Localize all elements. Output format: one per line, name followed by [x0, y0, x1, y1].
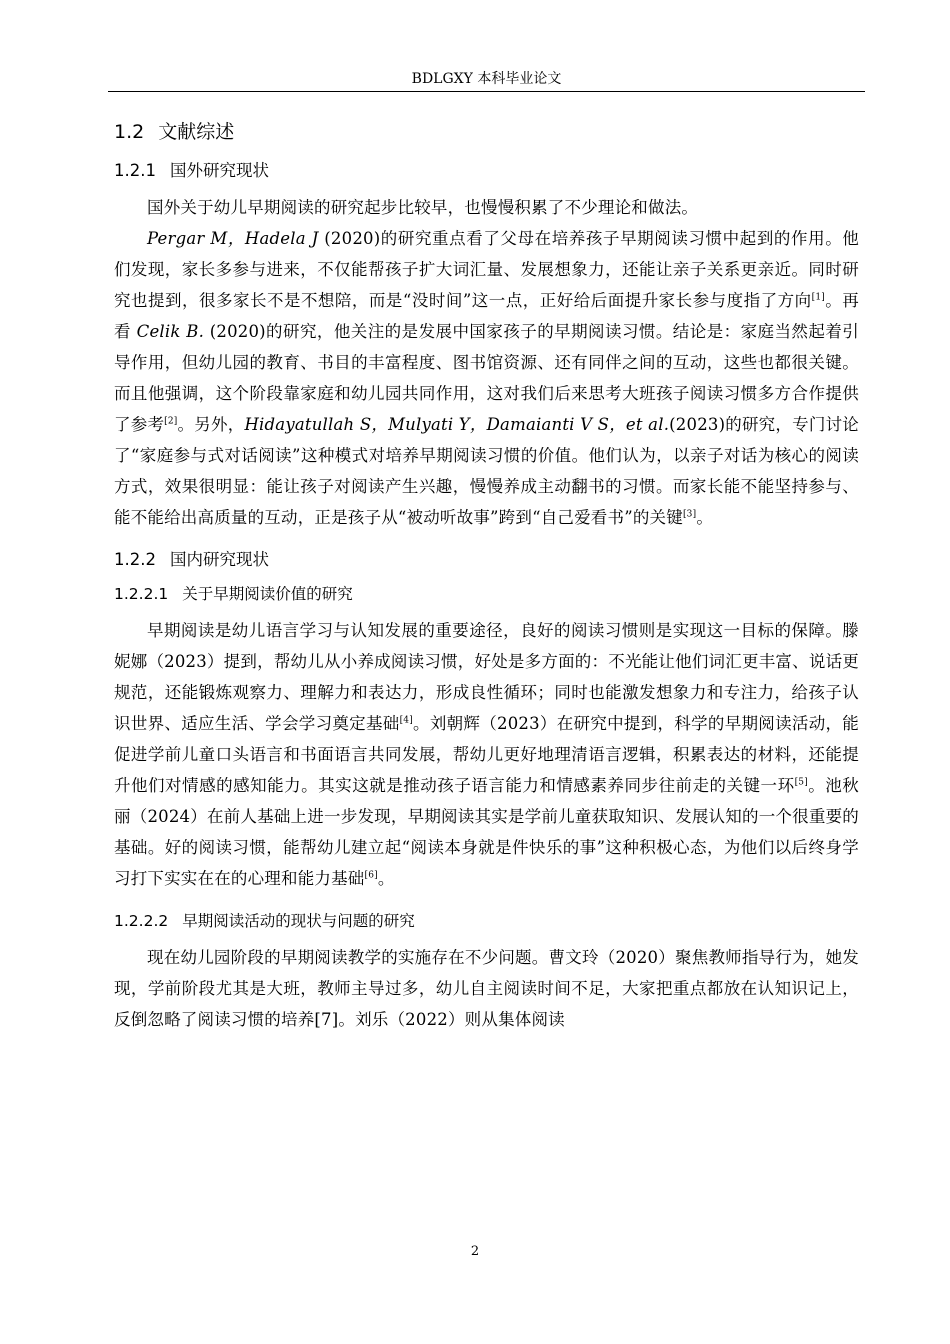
paragraph-reading-value — [114, 615, 859, 894]
section-title: 关于早期阅读价值的研究 — [182, 585, 353, 603]
author-celik: Celik B. — [136, 322, 205, 341]
text-run: 。 — [377, 869, 395, 888]
text-run: 早期阅读是幼儿语言学习与认知发展的重要途径，良好的阅读习惯则是实现这一目标的保障。滕妮娜（2023）提到，帮幼儿从小养成阅读习惯，好处是多方面的：不光能让他们词汇更丰富、说话更规范，还能锻炼观察力、理解力和表达力，形成良性循环；同时也能激发想象力和专注力，给孩子认识世界、适应生活、学会学习奠定基础 — [114, 621, 859, 733]
text-run: 。刘朝辉（2023）在研究中提到，科学的早期阅读活动，能促进学前儿童口头语言和书面语言共同发展，帮幼儿更好地理清语言逻辑，积累表达的材料，还能提升他们对情感的感知能力。其实这就是推动孩子语言能力和情感素养同步往前走的关键一环 — [114, 714, 859, 795]
text-run: 。 — [696, 508, 714, 527]
section-heading-1-2-2-1 — [114, 581, 859, 607]
section-heading-1-2 — [114, 118, 859, 146]
citation-ref-6: [6] — [364, 870, 378, 881]
paragraph-foreign-intro: 国外关于幼儿早期阅读的研究起步比较早，也慢慢积累了不少理论和做法。 — [147, 198, 699, 217]
citation-ref-3: [3] — [682, 509, 697, 520]
section-number: 1.2.1 — [114, 161, 156, 180]
section-heading-1-2-2-2 — [114, 908, 859, 934]
text-run: 。另外， — [177, 415, 245, 434]
paragraph-foreign-studies — [114, 223, 859, 533]
citation-ref-4: [4] — [399, 715, 413, 726]
page-content — [114, 112, 859, 1035]
section-heading-1-2-1 — [114, 158, 859, 184]
text-run: 。池秋丽（2024）在前人基础上进一步发现，早期阅读其实是学前儿童获取知识、发展认知的一个很重要的基础。好的阅读习惯，能帮幼儿建立起“阅读本身就是件快乐的事”这种积极心态，为他们以后终身学习打下实实在在的心理和能力基础 — [114, 776, 859, 888]
section-number: 1.2.2.1 — [114, 585, 169, 603]
section-number: 1.2.2.2 — [114, 912, 169, 930]
section-number: 1.2.2 — [114, 550, 156, 569]
header-rule — [108, 91, 865, 92]
author-hidayatullah: Hidayatullah S，Mulyati Y，Damaianti V S，et al. — [244, 415, 670, 434]
section-number: 1.2 — [114, 121, 145, 143]
page-number: 2 — [470, 1244, 480, 1259]
section-title: 国内研究现状 — [169, 550, 269, 569]
section-title: 早期阅读活动的现状与问题的研究 — [182, 912, 415, 930]
text-run: (2020)的研究，他关注的是发展中国家孩子的早期阅读习惯。结论是：家庭当然起着引导作用，但幼儿园的教育、书目的丰富程度、图书馆资源、还有同伴之间的互动，这些也都很关键。而且他强调，这个阶段靠家庭和幼儿园共同作用，这对我们后来思考大班孩子阅读习惯多方合作提供了参考 — [114, 322, 859, 434]
citation-ref-5: [5] — [794, 777, 808, 788]
text-run: (2023)的研究，专门讨论了“家庭参与式对话阅读”这种模式对培养早期阅读习惯的价值。他们认为，以亲子对话为核心的阅读方式，效果很明显：能让孩子对阅读产生兴趣，慢慢养成主动翻书的习惯。而家长能不能坚持参与、能不能给出高质量的互动，正是孩子从“被动听故事”跨到“自己爱看书”的关键 — [114, 415, 859, 527]
text-run: 。再看 — [114, 291, 859, 341]
citation-ref-1: [1] — [811, 292, 825, 303]
paragraph-status-problems: 现在幼儿园阶段的早期阅读教学的实施存在不少问题。曹文玲（2020）聚焦教师指导行为，她发现，学前阶段尤其是大班，教师主导过多，幼儿自主阅读时间不足，大家把重点都放在认知识记上，反倒忽略了阅读习惯的培养[7]。刘乐（2022）则从集体阅读 — [114, 948, 859, 1029]
text-run: (2020)的研究重点看了父母在培养孩子早期阅读习惯中起到的作用。他们发现，家长多参与进来，不仅能帮孩子扩大词汇量、发展想象力，还能让亲子关系更亲近。同时研究也提到，很多家长不是不想陪，而是“没时间”这一点，正好给后面提升家长参与度指了方向 — [114, 229, 859, 310]
citation-ref-2: [2] — [164, 416, 178, 427]
page-header: BDLGXY 本科毕业论文 — [411, 71, 562, 87]
section-heading-1-2-2 — [114, 547, 859, 573]
section-title: 文献综述 — [158, 121, 235, 143]
author-pergar: Pergar M，Hadela J — [147, 229, 319, 248]
section-title: 国外研究现状 — [169, 161, 269, 180]
